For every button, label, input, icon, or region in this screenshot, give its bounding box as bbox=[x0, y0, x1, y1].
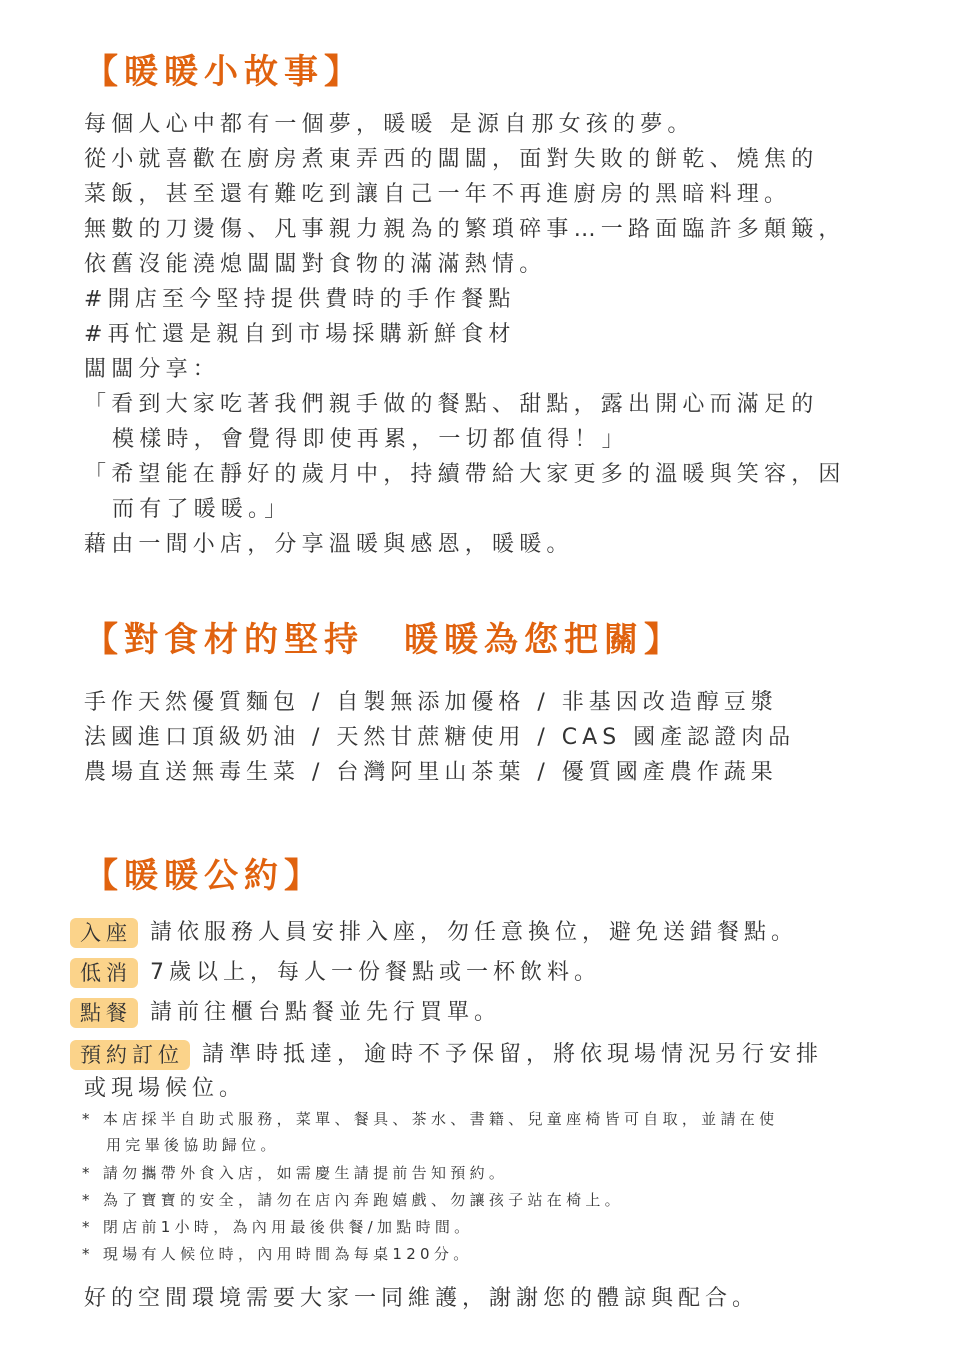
rule-badge: 預約訂位 bbox=[70, 1040, 190, 1070]
rule-note: * 閉店前1小時，為內用最後供餐/加點時間。 bbox=[82, 1218, 474, 1236]
rule-text: 請準時抵達，逾時不予保留，將依現場情況另行安排 bbox=[202, 1042, 824, 1067]
story-line: 無數的刀燙傷、凡事親力親為的繁瑣碎事…一路面臨許多顛簸， bbox=[84, 217, 846, 242]
story-quote-line: 「希望能在靜好的歲月中，持續帶給大家更多的溫暖與笑容，因 bbox=[84, 462, 846, 487]
story-line: 依舊沒能澆熄闆闆對食物的滿滿熱情。 bbox=[84, 252, 547, 277]
rule-note: * 為了寶寶的安全，請勿在店內奔跑嬉戲、勿讓孩子站在椅上。 bbox=[82, 1191, 624, 1209]
ingredients-line: 農場直送無毒生菜 / 台灣阿里山茶葉 / 優質國產農作蔬果 bbox=[84, 760, 778, 785]
rule-badge: 入座 bbox=[70, 918, 138, 948]
rule-row bbox=[70, 998, 501, 1028]
story-line: 每個人心中都有一個夢，暖暖 是源自那女孩的夢。 bbox=[84, 112, 695, 137]
rule-text: 7歲以上，每人一份餐點或一杯飲料。 bbox=[150, 960, 601, 985]
story-line: 藉由一間小店，分享溫暖與感恩，暖暖。 bbox=[84, 532, 574, 557]
ingredients-line: 手作天然優質麵包 / 自製無添加優格 / 非基因改造醇豆漿 bbox=[84, 690, 778, 715]
closing-line: 好的空間環境需要大家一同維護，謝謝您的體諒與配合。 bbox=[84, 1286, 760, 1311]
story-hashtag: #開店至今堅持提供費時的手作餐點 bbox=[84, 287, 516, 312]
rule-note: * 本店採半自助式服務，菜單、餐具、茶水、書籍、兒童座椅皆可自取，並請在使 bbox=[82, 1110, 779, 1128]
rule-badge: 低消 bbox=[70, 958, 138, 988]
story-heading: 【暖暖小故事】 bbox=[84, 52, 364, 92]
ingredients-line: 法國進口頂級奶油 / 天然甘蔗糖使用 / CAS 國產認證肉品 bbox=[84, 725, 796, 750]
rule-note: * 請勿攜帶外食入店，如需慶生請提前告知預約。 bbox=[82, 1164, 509, 1182]
rules-heading: 【暖暖公約】 bbox=[84, 856, 324, 896]
story-line: 菜飯，甚至還有難吃到讓自己一年不再進廚房的黑暗料理。 bbox=[84, 182, 792, 207]
rule-row bbox=[70, 918, 798, 948]
rule-row bbox=[70, 958, 601, 988]
rule-badge: 點餐 bbox=[70, 998, 138, 1028]
rule-row bbox=[70, 1040, 823, 1070]
rule-note: 用完畢後協助歸位。 bbox=[106, 1136, 280, 1154]
rule-continuation: 或現場候位。 bbox=[84, 1076, 247, 1101]
story-hashtag: #再忙還是親自到市場採購新鮮食材 bbox=[84, 322, 516, 347]
rule-note: * 現場有人候位時，內用時間為每桌120分。 bbox=[82, 1245, 473, 1263]
story-line: 從小就喜歡在廚房煮東弄西的闆闆，面對失敗的餅乾、燒焦的 bbox=[84, 147, 819, 172]
story-quote-line: 而有了暖暖。」 bbox=[112, 497, 292, 522]
rule-text: 請前往櫃台點餐並先行買單。 bbox=[150, 1000, 502, 1025]
rule-text: 請依服務人員安排入座，勿任意換位，避免送錯餐點。 bbox=[150, 920, 799, 945]
story-line: 闆闆分享： bbox=[84, 357, 221, 382]
story-quote-line: 「看到大家吃著我們親手做的餐點、甜點，露出開心而滿足的 bbox=[84, 392, 819, 417]
ingredients-heading: 【對食材的堅持 暖暖為您把關】 bbox=[84, 620, 684, 660]
story-quote-line: 模樣時，會覺得即使再累，一切都值得！」 bbox=[112, 427, 629, 452]
